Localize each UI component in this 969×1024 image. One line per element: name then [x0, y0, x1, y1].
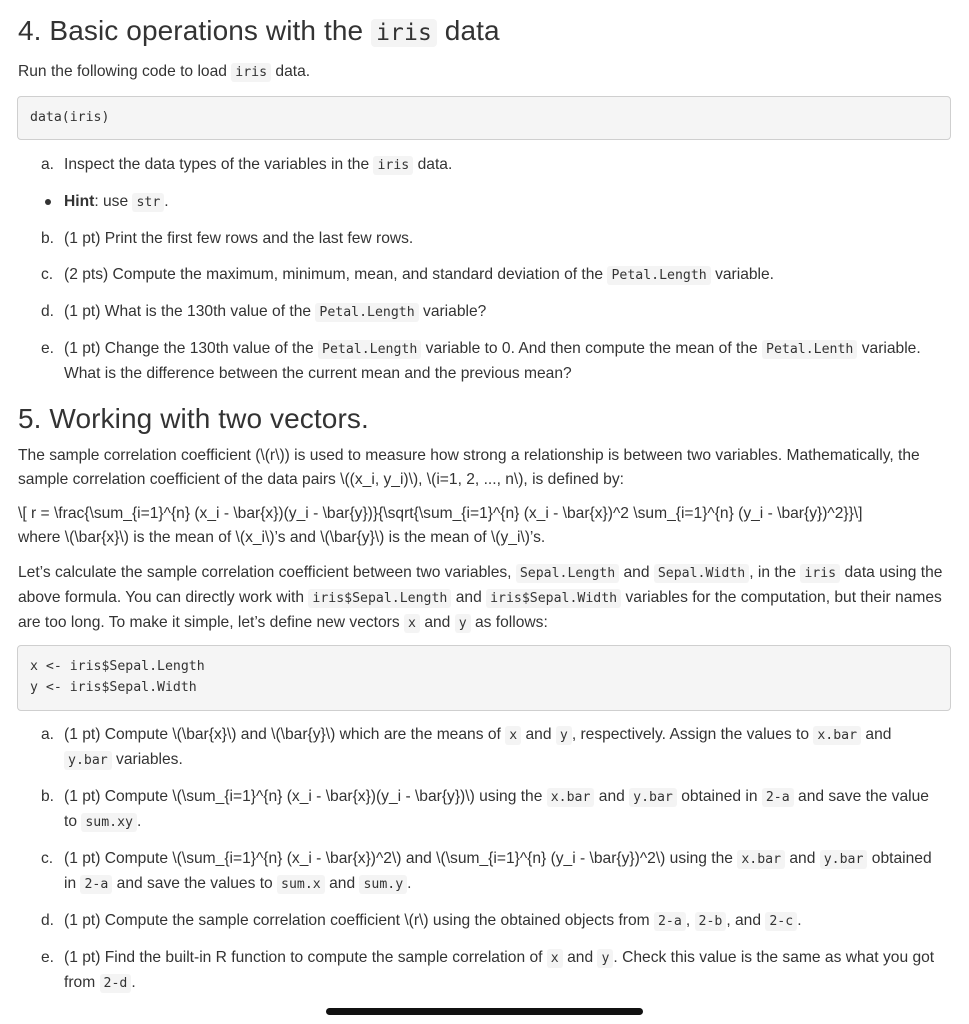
section-5-intro: The sample correlation coefficient (\(r\)) is used to measure how strong a relationship is between two variables. Mathematically, the sample correlation coefficient of the data pairs \((x_i, y_i)\), \(i=1, 2, ..., n\), is defined by:	[18, 447, 920, 488]
formula-note: where \(\bar{x}\) is the mean of \(x_i\)’s and \(\bar{y}\) is the mean of \(y_i\)’s.	[18, 529, 546, 546]
title-code: iris	[371, 19, 437, 47]
bullet-icon	[45, 199, 51, 205]
list-item-5a: a. (1 pt) Compute \(\bar{x}\) and \(\bar{y}\) which are the means of x and y , respectively. Assign the values to x.bar and y.bar variables.	[41, 726, 892, 768]
section-4-list	[18, 153, 938, 386]
formula-block	[18, 502, 951, 550]
list-item-4a: a. Inspect the data types of the variables in the iris data.	[41, 156, 453, 173]
home-indicator[interactable]	[326, 1008, 643, 1015]
list-item-4d: d. (1 pt) What is the 130th value of the Petal.Length variable?	[41, 303, 487, 320]
section-4-title: 4. Basic operations with the iris data	[18, 15, 500, 46]
list-item-5e: e. (1 pt) Find the built-in R function to compute the sample correlation of x and y . Check this value is the same as what you got from 2-d .	[41, 949, 935, 991]
list-item-5b: b. (1 pt) Compute \(\sum_{i=1}^{n} (x_i - \bar{x})(y_i - \bar{y})\) using the x.bar and y.bar obtained in 2-a and save the value to sum.xy .	[41, 788, 929, 830]
section-5-title: 5. Working with two vectors.	[18, 403, 369, 434]
list-item-4e: e. (1 pt) Change the 130th value of the Petal.Length variable to 0. And then compute the mean of the Petal.Lenth variable. What is the difference between the current mean and the previous mean?	[41, 340, 921, 382]
list-item-4c: c. (2 pts) Compute the maximum, minimum, mean, and standard deviation of the Petal.Length variable.	[41, 266, 775, 283]
code-block-load-iris: data(iris)	[17, 96, 951, 140]
section-4-intro: Run the following code to load iris data.	[18, 63, 311, 80]
section-5-list	[18, 723, 938, 996]
section-5-paragraph: Let’s calculate the sample correlation coefficient between two variables, Sepal.Length and Sepal.Width , in the iris data using the above formula. You can directly work with iris$Sepal.Length and iris$Sepal.Width variables for the computation, but their names are too long. To make it simple, let’s define new vectors x and y as follows:	[18, 564, 943, 631]
code-block-vectors: x <- iris$Sepal.Length y <- iris$Sepal.Width	[17, 645, 951, 711]
list-item-4b: b. (1 pt) Print the first few rows and the last few rows.	[41, 230, 414, 247]
formula: \[ r = \frac{\sum_{i=1}^{n} (x_i - \bar{x})(y_i - \bar{y})}{\sqrt{\sum_{i=1}^{n} (x_i - \bar{x})^2 \sum_{i=1}^{n} (y_i - \bar{y})^2}}\]	[18, 505, 863, 522]
list-item-5c: c. (1 pt) Compute \(\sum_{i=1}^{n} (x_i - \bar{x})^2\) and \(\sum_{i=1}^{n} (y_i - \bar{y})^2\) using the x.bar and y.bar obtained in 2-a and save the values to sum.x and sum.y .	[41, 850, 932, 892]
list-item-5d: d. (1 pt) Compute the sample correlation coefficient \(r\) using the obtained objects from 2-a , 2-b , and 2-c .	[41, 912, 802, 929]
hint-item: Hint: use str .	[18, 190, 938, 215]
